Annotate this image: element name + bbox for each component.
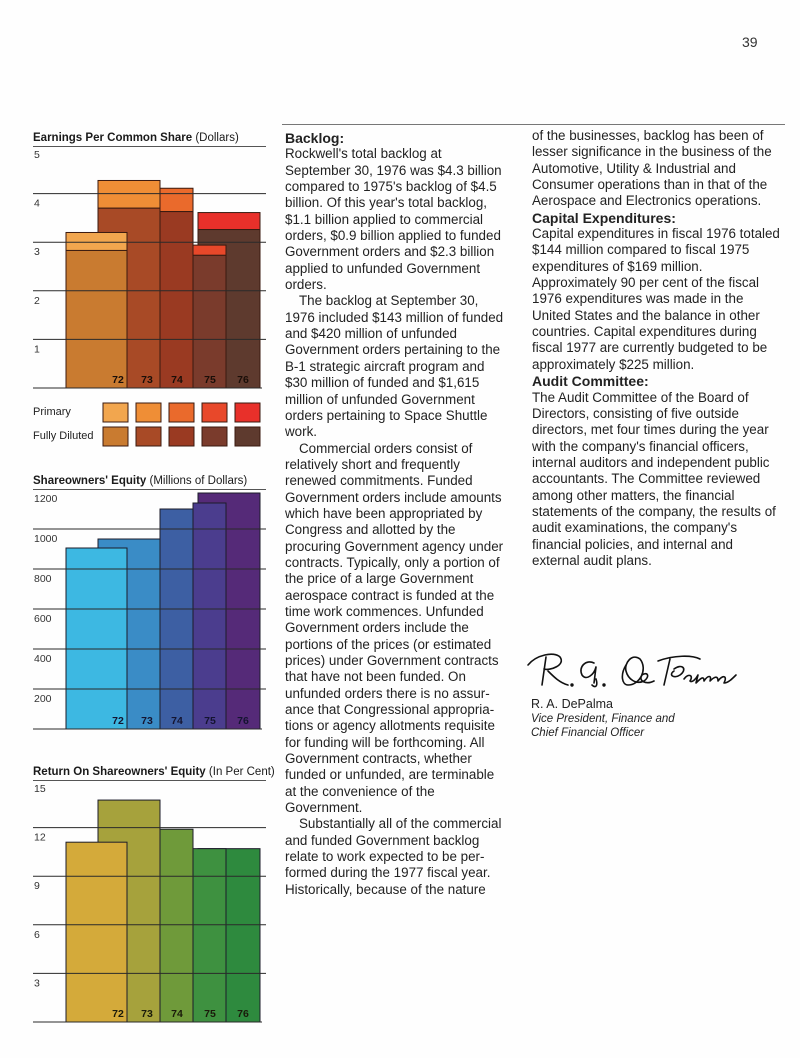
eps-ytick-2: 2 [34,294,40,307]
eps-xtick-76: 76 [237,374,249,386]
roe-ytick-12: 12 [34,831,46,844]
eps-xtick-72: 72 [112,374,124,386]
roe-xtick-76: 76 [237,1008,249,1020]
equity-chart-title [33,475,247,487]
roe-bar-72 [66,842,127,1022]
equity-title-text: Shareowners' Equity [33,475,147,487]
roe-title-unit: (In Per Cent) [208,766,275,778]
backlog-heading: Backlog: [285,130,345,146]
legend-primary-label: Primary [33,406,71,418]
equity-ytick-1000: 1000 [34,533,58,545]
equity-xtick-74: 74 [171,715,183,727]
middle-column [285,130,507,898]
roe-xtick-74: 74 [171,1008,183,1020]
equity-ytick-200: 200 [34,693,52,705]
handwritten-signature [524,645,754,695]
equity-xtick-73: 73 [141,715,153,727]
legend-swatch-diluted-73 [136,427,161,446]
signatory-title-line-1: Vice President, Finance and [531,713,675,725]
legend-swatch-diluted-72 [103,427,128,446]
equity-bar-74 [160,509,193,729]
eps-xtick-74: 74 [171,374,183,386]
legend-swatch-diluted-75 [202,427,227,446]
page-number: 39 [742,34,758,50]
signatory-title-line-2: Chief Financial Officer [531,727,645,739]
roe-xtick-75: 75 [204,1008,216,1020]
backlog-continued-paragraph: of the businesses, backlog has been of lesser significance in the business of the Automotive, Utility & Industrial and Consumer operations than in that of the Aerospace and Electronics operations. [532,128,772,209]
equity-ytick-800: 800 [34,573,52,585]
roe-ytick-9: 9 [34,880,40,893]
legend-swatch-diluted-76 [235,427,260,446]
legend-swatch-primary-76 [235,403,260,422]
roe-chart-title [33,766,275,778]
equity-bar-75 [193,503,226,729]
equity-bar-72 [66,548,127,729]
legend-swatch-primary-75 [202,403,227,422]
equity-title-rule [33,489,266,490]
capex-heading: Capital Expenditures: [532,209,676,226]
legend-swatch-primary-73 [136,403,161,422]
audit-heading: Audit Committee: [532,373,649,390]
equity-xtick-76: 76 [237,715,249,727]
equity-xtick-75: 75 [204,715,216,727]
right-column [532,128,784,569]
eps-title-unit: (Dollars) [195,132,239,144]
eps-title-text: Earnings Per Common Share [33,132,193,144]
eps-ytick-4: 4 [34,197,40,210]
roe-xtick-73: 73 [141,1008,153,1020]
roe-ytick-15: 15 [34,783,46,795]
roe-bar-74 [160,829,193,1022]
roe-ytick-3: 3 [34,977,40,990]
legend-diluted-label: Fully Diluted [33,430,94,442]
backlog-paragraph-3: Commercial orders consist of relatively short and frequently renewed commitments. Funded Government orders include amounts which have been appropriated by Congress and allotted by the procuring Government agency under contracts. Typically, only a portion of the price of a large Government aerospace contract is funded at the time work commences. Unfunded Government orders include the portions of the prices (or estimated prices) under Government contracts that have not been funded. On unfunded orders there is no assurance that Congressional appropriations or agency allotments requisite for funding will be forthcoming. All Government contracts, whether funded or unfunded, are terminable at the convenience of the Government. [285,440,504,816]
eps-xtick-73: 73 [141,374,153,386]
roe-xtick-72: 72 [112,1008,124,1020]
equity-title-unit: (Millions of Dollars) [149,475,248,487]
legend-swatch-primary-74 [169,403,194,422]
equity-ytick-600: 600 [34,613,52,625]
eps-ytick-1: 1 [34,343,40,356]
eps-ytick-5: 5 [34,149,40,161]
roe-bar-75 [193,849,226,1022]
equity-ytick-400: 400 [34,653,52,665]
capex-paragraph: Capital expenditures in fiscal 1976 totaled $144 million compared to fiscal 1975 expenditures of $169 million. Approximately 90 per cent of the fiscal 1976 expenditures was made in the United States and the balance in other countries. Capital expenditures during fiscal 1977 are currently budgeted to be approximately $225 million. [532,226,780,372]
equity-xtick-72: 72 [112,715,124,727]
roe-ytick-6: 6 [34,928,40,941]
eps-ytick-3: 3 [34,246,40,259]
roe-title-text: Return On Shareowners' Equity [33,766,206,778]
eps-xtick-75: 75 [204,374,216,386]
backlog-paragraph-1: Rockwell's total backlog at September 30, 1976 was $4.3 billion compared to 1975's backlog of $4.5 billion. Of this year's total backlog, $1.1 billion applied to commercial orders, $0.9 billion applied to funded Government orders and $2.3 billion applied to unfunded Government orders. [285,146,502,293]
audit-paragraph: The Audit Committee of the Board of Directors, consisting of five outside directors, met four times during the year with the company's financial officers, internal auditors and independent public accountants. The Committee reviewed among other matters, the financial statements of the company, the results of audit examinations, the company's financial policies, and internal and external audit plans. [532,389,776,568]
top-rule [282,124,785,125]
signatory-name: R. A. DePalma [531,697,613,711]
roe-title-rule [33,780,266,781]
legend-swatch-diluted-74 [169,427,194,446]
legend-swatch-primary-72 [103,403,128,422]
backlog-paragraph-4: Substantially all of the commercial and funded Government backlog relate to work expected to be performed during the 1977 fiscal year. Historically, because of the nature [285,816,502,897]
equity-ytick-1200: 1200 [34,493,58,505]
backlog-paragraph-2: The backlog at September 30, 1976 included $143 million of funded and $420 million of unfunded Government orders pertaining to the B-1 strategic aircraft program and $30 million of funded and $1,615 million of unfunded Government orders pertaining to Space Shuttle work. [285,293,504,440]
